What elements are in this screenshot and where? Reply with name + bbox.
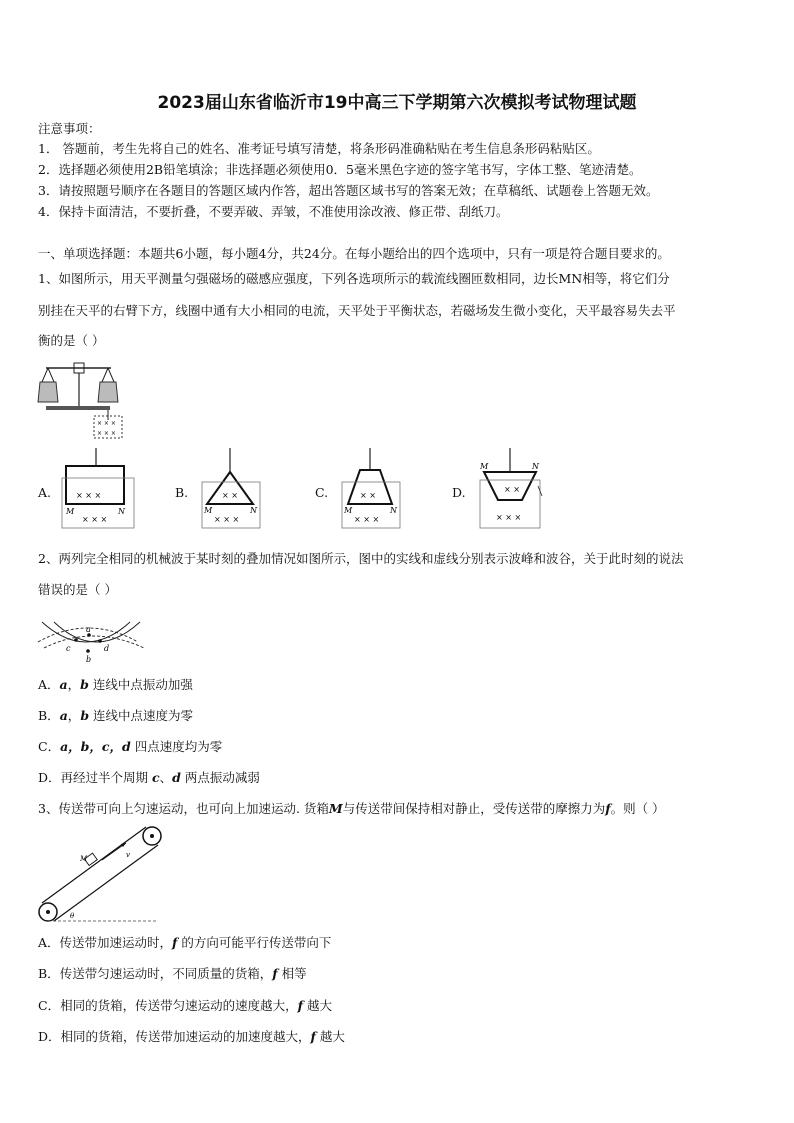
- q1-option-d-figure: [476, 448, 548, 530]
- section-heading: 一、单项选择题：本题共6小题，每小题4分，共24分。在每小题给出的四个选项中，只有一项是符合题目要求的。: [38, 246, 670, 261]
- q1-c-label-m: M: [344, 506, 353, 515]
- conveyor-label-m: M: [80, 855, 88, 863]
- q2-option-b-text: 连线中点速度为零: [89, 708, 194, 723]
- q3-option-d-post: 越大: [315, 1029, 345, 1044]
- q1-a-label-m: M: [66, 507, 75, 516]
- q2-option-b-var2: b: [80, 708, 90, 723]
- balance-figure: [36, 360, 136, 440]
- q2-option-c-label: C．: [38, 739, 61, 754]
- q3-var-m: M: [328, 801, 343, 816]
- q3-option-a-post: 的方向可能平行传送带向下: [177, 935, 332, 950]
- q1-option-b-figure: [200, 448, 264, 530]
- q3-option-b-pre: 传送带匀速运动时，不同质量的货箱，: [59, 966, 273, 981]
- notice-item-1: 1． 答题前，考生先将自己的姓名、准考证号填写清楚，将条形码准确粘贴在考生信息条形码粘贴区。: [38, 141, 600, 156]
- wave-label-c: c: [66, 644, 71, 653]
- q1-d-label-n: N: [532, 462, 539, 471]
- q3-option-b-var: f: [272, 966, 278, 981]
- wave-label-b: b: [86, 655, 92, 664]
- q1-a-crosses-top: × × ×: [76, 491, 102, 500]
- q3-text-mid: 与传送带间保持相对静止，受传送带的摩擦力为: [342, 801, 606, 816]
- conveyor-label-theta: θ: [70, 912, 75, 920]
- q2-option-d-label: D．: [38, 770, 61, 785]
- q2-option-c-vars: a，b，c，d: [60, 739, 131, 754]
- q1-b-crosses-bottom: × × ×: [214, 515, 240, 524]
- q1-a-crosses-bottom: × × ×: [82, 515, 108, 524]
- balance-field-crosses-top: × × ×: [97, 420, 116, 427]
- q2-option-b-var1: a: [59, 708, 68, 723]
- conveyor-figure: [36, 824, 166, 924]
- q2-option-c[interactable]: [38, 739, 222, 755]
- q3-text: [38, 801, 665, 817]
- q2-option-d-var2: d: [172, 770, 181, 785]
- q1-text-line-1: 1、如图所示，用天平测量匀强磁场的磁感应强度，下列各选项所示的载流线圈匝数相同，边长MN相等，将它们分: [38, 271, 670, 286]
- q2-option-b-sep: ，: [67, 708, 81, 723]
- q1-option-c-label[interactable]: C.: [315, 485, 329, 500]
- q3-option-c-pre: 相同的货箱，传送带匀速运动的速度越大，: [60, 998, 298, 1013]
- q2-text-line-1: 2、两列完全相同的机械波于某时刻的叠加情况如图所示，图中的实线和虚线分别表示波峰和波谷，关于此时刻的说法: [38, 551, 684, 566]
- q1-d-crosses-bottom: × × ×: [496, 513, 522, 522]
- q1-c-crosses-bottom: × × ×: [354, 515, 380, 524]
- q1-text-line-2: 别挂在天平的右臂下方，线圈中通有大小相同的电流，天平处于平衡状态，若磁场发生微小变化，天平最容易失去平: [38, 303, 676, 318]
- q1-option-a-label[interactable]: A.: [38, 485, 52, 500]
- wave-label-a: a: [86, 625, 91, 634]
- q1-a-label-n: N: [118, 507, 125, 516]
- q2-option-a[interactable]: [38, 677, 193, 693]
- q2-option-a-sep: ，: [67, 677, 81, 692]
- q1-b-crosses-top: × ×: [222, 491, 238, 500]
- q3-option-a-label: A．: [38, 935, 60, 950]
- notice-heading: 注意事项：: [38, 121, 101, 136]
- balance-field-crosses-bottom: × × ×: [97, 430, 116, 437]
- q1-b-label-n: N: [250, 506, 257, 515]
- q3-option-a-var: f: [172, 935, 178, 950]
- wave-interference-figure: [36, 604, 146, 666]
- notice-item-4: 4．保持卡面清洁，不要折叠，不要弄破、弄皱，不准使用涂改液、修正带、刮纸刀。: [38, 204, 509, 219]
- q1-option-a-figure: [62, 448, 134, 530]
- q2-option-d-text: 两点振动减弱: [180, 770, 260, 785]
- q1-c-label-n: N: [390, 506, 397, 515]
- q2-option-a-label: A．: [38, 677, 60, 692]
- q1-option-c-figure: [340, 448, 404, 530]
- q1-c-crosses-top: × ×: [360, 491, 376, 500]
- q2-text-line-2: 错误的是（ ）: [38, 582, 117, 597]
- q3-option-c-label: C．: [38, 998, 61, 1013]
- q2-option-a-var2: b: [80, 677, 89, 692]
- conveyor-label-v: v: [126, 851, 130, 859]
- notice-item-3: 3．请按照题号顺序在各题目的答题区域内作答，超出答题区域书写的答案无效；在草稿纸、试题卷上答题无效。: [38, 183, 659, 198]
- q3-var-f: f: [605, 801, 611, 816]
- q2-option-d-var1: c: [152, 770, 160, 785]
- wave-label-d: d: [104, 644, 110, 653]
- q3-text-post: 。则（ ）: [610, 801, 665, 816]
- q3-option-b-post: 相等: [277, 966, 307, 981]
- q2-option-b-label: B．: [38, 708, 60, 723]
- q3-option-d-var: f: [310, 1029, 316, 1044]
- q1-d-crosses-top: × ×: [504, 485, 520, 494]
- q3-option-b[interactable]: [38, 966, 307, 982]
- q2-option-d-sep: 、: [159, 770, 173, 785]
- q3-option-d[interactable]: [38, 1029, 345, 1045]
- q2-option-c-text: 四点速度均为零: [130, 739, 223, 754]
- q2-option-d-pre: 再经过半个周期: [60, 770, 153, 785]
- notice-item-2: 2．选择题必须使用2B铅笔填涂；非选择题必须使用0．5毫米黑色字迹的签字笔书写，字体工整、笔迹清楚。: [38, 162, 642, 177]
- q3-option-a[interactable]: [38, 935, 331, 951]
- page-title: 2023届山东省临沂市19中高三下学期第六次模拟考试物理试题: [157, 93, 637, 113]
- q1-d-label-m: M: [480, 462, 489, 471]
- q1-text-line-3: 衡的是（ ）: [38, 333, 105, 348]
- q2-option-a-var1: a: [59, 677, 68, 692]
- q2-option-d[interactable]: [38, 770, 260, 786]
- q1-option-d-label[interactable]: D.: [452, 485, 466, 500]
- q3-option-d-pre: 相同的货箱，传送带加速运动的加速度越大，: [60, 1029, 311, 1044]
- q3-option-c-var: f: [297, 998, 303, 1013]
- q2-option-b[interactable]: [38, 708, 193, 724]
- q3-option-a-pre: 传送带加速运动时，: [59, 935, 173, 950]
- q1-b-label-m: M: [204, 506, 213, 515]
- q3-option-c[interactable]: [38, 998, 332, 1014]
- q3-option-d-label: D．: [38, 1029, 61, 1044]
- q3-option-b-label: B．: [38, 966, 60, 981]
- q3-option-c-post: 越大: [302, 998, 332, 1013]
- q3-text-pre: 3、传送带可向上匀速运动，也可向上加速运动. 货箱: [38, 801, 329, 816]
- q1-option-b-label[interactable]: B.: [175, 485, 189, 500]
- q2-option-a-text: 连线中点振动加强: [88, 677, 193, 692]
